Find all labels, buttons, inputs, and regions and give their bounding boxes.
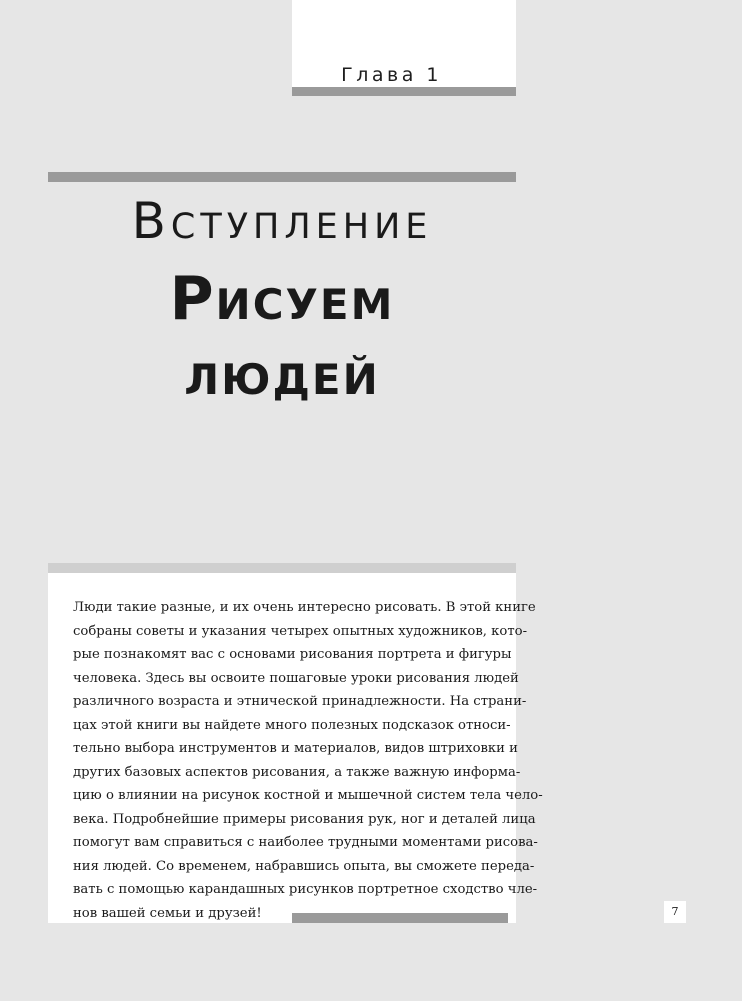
paragraph-line: человека. Здесь вы освоите пошаговые уроки рисования людей [73, 670, 519, 686]
chapter-label: Глава 1 [341, 64, 442, 86]
panel-bottom-bar [292, 913, 508, 923]
paragraph-line: различного возраста и этнической принадлежности. На страни- [73, 694, 527, 709]
paragraph-line: рые познакомят вас с основами рисования портрета и фигуры [73, 647, 512, 662]
title-divider-bar [48, 172, 516, 182]
paragraph-line: других базовых аспектов рисования, а также важную информа- [73, 764, 521, 780]
paragraph-line: ния людей. Со временем, набравшись опыта, вы сможете переда- [73, 858, 535, 874]
page-title [48, 262, 516, 412]
intro-paragraph [73, 596, 543, 925]
intro-title: Вступление [131, 192, 433, 250]
chapter-tab [292, 0, 516, 96]
page-number: 7 [664, 901, 686, 923]
page-title-line-1: Рисуем [169, 264, 395, 334]
paragraph-line: века. Подробнейшие примеры рисования рук, ног и деталей лица [73, 811, 536, 827]
chapter-divider-bar [292, 87, 516, 96]
page-title-line-2: людей [184, 339, 380, 409]
paragraph-line: нов вашей семьи и друзей! [73, 905, 262, 921]
paragraph-line: тельно выбора инструментов и материалов, видов штриховки и [73, 741, 518, 756]
paragraph-line: собраны советы и указания четырех опытных художников, кото- [73, 623, 528, 639]
paragraph-line: цах этой книги вы найдете много полезных подсказок относи- [73, 717, 511, 733]
paragraph-line: цию о влиянии на рисунок костной и мышечной систем тела чело- [73, 788, 543, 803]
paragraph-line: Люди такие разные, и их очень интересно рисовать. В этой книге [73, 600, 536, 615]
panel-top-bar [48, 563, 516, 573]
paragraph-line: помогут вам справиться с наиболее трудными моментами рисова- [73, 835, 538, 850]
paragraph-line: вать с помощью карандашных рисунков портретное сходство чле- [73, 882, 538, 897]
